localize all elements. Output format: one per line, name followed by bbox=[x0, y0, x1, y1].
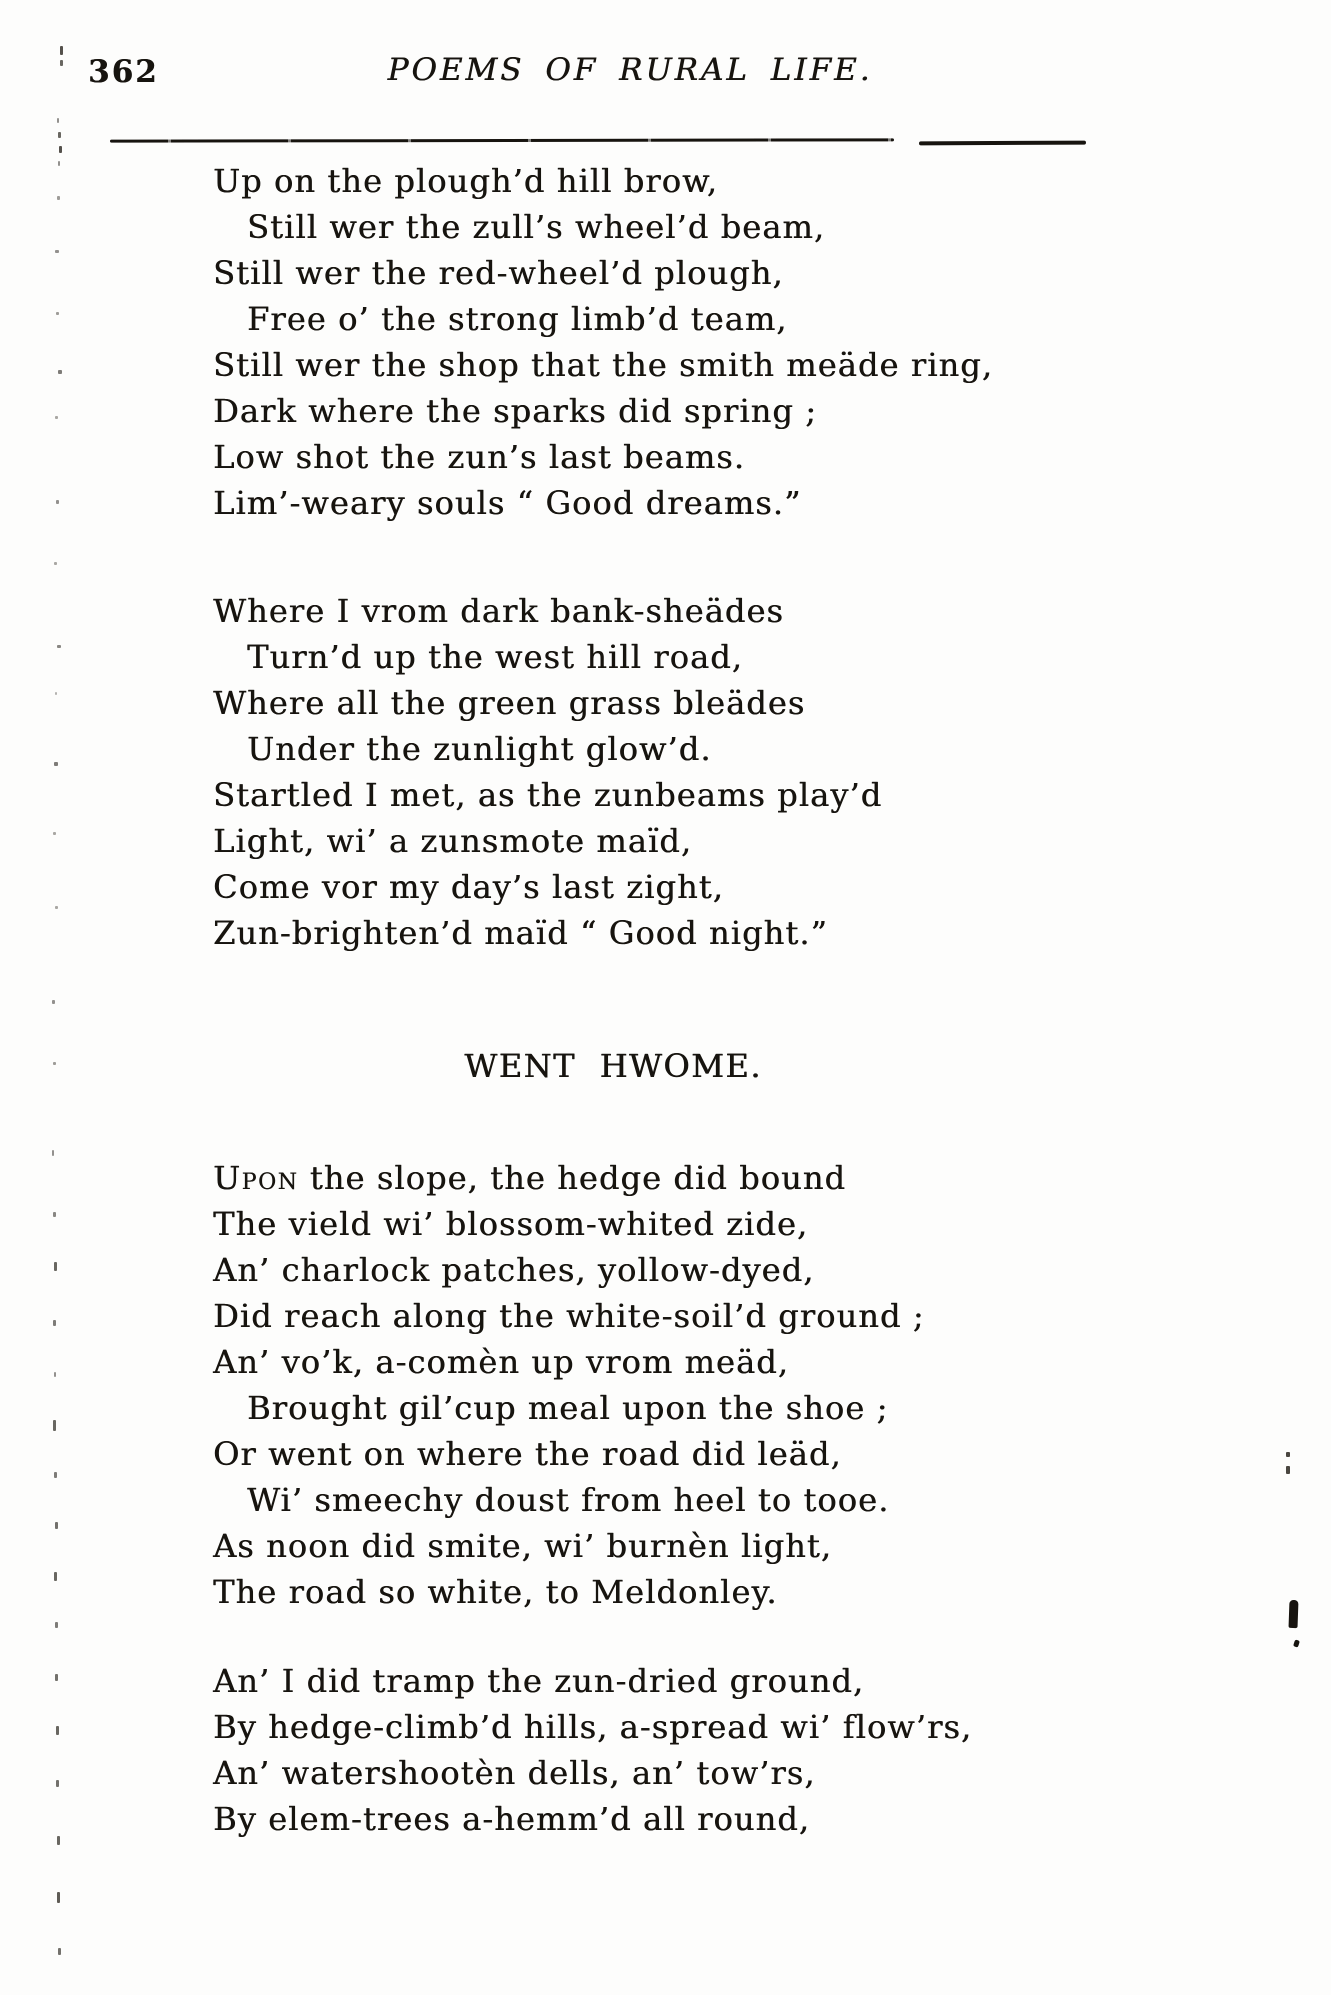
poem-line: Still wer the zull’s wheel’d beam, bbox=[247, 208, 826, 246]
poem-line: The vield wi’ blossom-whited zide, bbox=[213, 1205, 809, 1243]
ink-speck bbox=[52, 1150, 54, 1156]
poem-line: By elem-trees a-hemm’d all round, bbox=[213, 1800, 811, 1838]
poem-line: Under the zunlight glow’d. bbox=[247, 730, 712, 768]
ink-speck bbox=[53, 832, 56, 835]
ink-speck bbox=[53, 1212, 56, 1217]
stanza bbox=[213, 158, 993, 526]
poem-line: Where all the green grass bleädes bbox=[213, 684, 806, 722]
poem-line: Did reach along the white-soil’d ground ; bbox=[213, 1297, 925, 1335]
poem-line: Wi’ smeechy doust from heel to tooe. bbox=[247, 1481, 890, 1519]
poem-line: Where I vrom dark bank-sheädes bbox=[213, 592, 784, 630]
poem-line: Or went on where the road did leäd, bbox=[213, 1435, 842, 1473]
poem-title: WENT HWOME. bbox=[464, 1047, 762, 1085]
poem-line: An’ I did tramp the zun-dried ground, bbox=[213, 1662, 865, 1700]
ink-speck bbox=[52, 1000, 55, 1004]
ink-speck bbox=[53, 1420, 56, 1431]
ink-speck bbox=[55, 416, 58, 419]
ink-speck bbox=[1286, 1466, 1290, 1474]
ink-speck bbox=[55, 1522, 58, 1529]
poem-line: Still wer the shop that the smith meäde ring, bbox=[213, 346, 994, 384]
ink-blot-exclamation bbox=[1289, 1600, 1299, 1628]
poem-line: Free o’ the strong limb’d team, bbox=[247, 300, 788, 338]
poem-line: By hedge-climb’d hills, a-spread wi’ flow’rs, bbox=[213, 1708, 973, 1746]
poem-line: Upon the slope, the hedge did bound bbox=[213, 1159, 847, 1197]
ink-speck bbox=[54, 762, 58, 766]
ink-speck bbox=[57, 1892, 60, 1903]
poem-line: An’ charlock patches, yollow-dyed, bbox=[213, 1251, 815, 1289]
poem-line: As noon did smite, wi’ burnèn light, bbox=[213, 1527, 833, 1565]
header-rule-right-segment bbox=[919, 141, 1086, 146]
ink-speck bbox=[57, 196, 60, 200]
poem-line: Low shot the zun’s last beams. bbox=[213, 438, 746, 476]
ink-speck bbox=[57, 1836, 60, 1845]
ink-speck bbox=[56, 500, 59, 504]
ink-speck bbox=[57, 645, 61, 648]
ink-speck bbox=[57, 118, 59, 123]
header-rule-left-segment bbox=[110, 138, 894, 142]
ink-speck bbox=[54, 1262, 57, 1271]
ink-speck bbox=[53, 1062, 56, 1065]
ink-speck bbox=[55, 250, 59, 253]
ink-speck bbox=[60, 46, 63, 55]
stanza bbox=[213, 1658, 972, 1842]
poem-line: Light, wi’ a zunsmote maïd, bbox=[213, 822, 693, 860]
poem-line: Still wer the red-wheel’d plough, bbox=[213, 254, 784, 292]
ink-speck bbox=[1286, 1452, 1290, 1457]
poem-line: Turn’d up the west hill road, bbox=[247, 638, 743, 676]
ink-blot-dot bbox=[1293, 1639, 1300, 1647]
ink-speck bbox=[54, 1572, 57, 1581]
ink-speck bbox=[55, 906, 58, 909]
poem-line: Startled I met, as the zunbeams play’d bbox=[213, 776, 883, 814]
ink-speck bbox=[58, 370, 62, 374]
ink-speck bbox=[55, 1674, 58, 1681]
poem-line: Lim’-weary souls “ Good dreams.” bbox=[213, 484, 802, 522]
poem-line: An’ watershootèn dells, an’ tow’rs, bbox=[213, 1754, 816, 1792]
poem-line: Come vor my day’s last zight, bbox=[213, 868, 724, 906]
ink-speck bbox=[54, 1372, 56, 1377]
stanza bbox=[213, 1155, 925, 1615]
poem-line: Up on the plough’d hill brow, bbox=[213, 162, 718, 200]
ink-speck bbox=[53, 1320, 56, 1326]
ink-speck bbox=[56, 1726, 59, 1735]
ink-speck bbox=[56, 1780, 59, 1787]
poem-line: The road so white, to Meldonley. bbox=[213, 1573, 778, 1611]
page-number: 362 bbox=[88, 54, 159, 90]
ink-speck bbox=[58, 1948, 61, 1955]
ink-speck bbox=[55, 692, 57, 695]
poem-line: An’ vo’k, a-comèn up vrom meäd, bbox=[213, 1343, 789, 1381]
running-header-title: POEMS OF RURAL LIFE. bbox=[387, 52, 873, 88]
ink-speck bbox=[54, 562, 57, 565]
ink-speck bbox=[60, 60, 63, 66]
poem-line: Dark where the sparks did spring ; bbox=[213, 392, 818, 430]
ink-speck bbox=[58, 161, 60, 166]
ink-speck bbox=[59, 146, 62, 153]
stanza bbox=[213, 588, 882, 956]
small-caps-lead-word: Upon bbox=[213, 1159, 299, 1197]
ink-speck bbox=[55, 1622, 58, 1628]
poem-line: Brought gil’cup meal upon the shoe ; bbox=[247, 1389, 889, 1427]
poem-line: Zun-brighten’d maïd “ Good night.” bbox=[213, 914, 828, 952]
ink-speck bbox=[56, 312, 59, 315]
ink-speck bbox=[58, 132, 61, 138]
ink-speck bbox=[54, 1472, 57, 1478]
